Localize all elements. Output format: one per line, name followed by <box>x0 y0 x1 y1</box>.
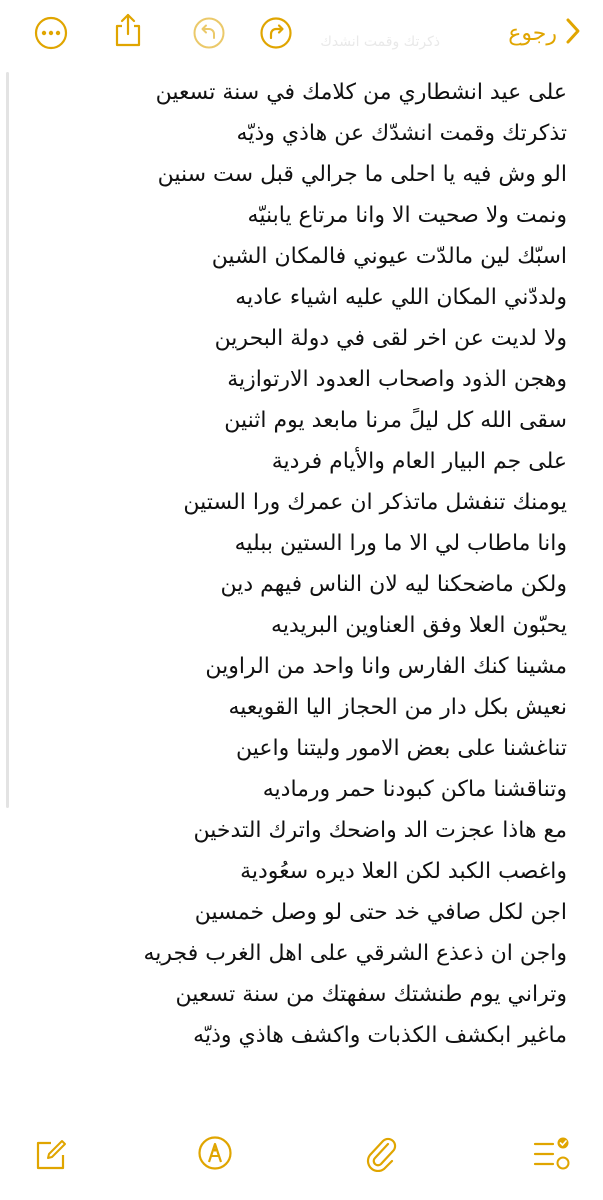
markup-icon[interactable] <box>197 1135 233 1171</box>
note-line: وهجن الذود واصحاب العدود الارتوازية <box>227 367 567 392</box>
note-line: يحبّون العلا وفق العناوين البريديه <box>271 613 567 638</box>
note-line: على جم البيار العام والأيام فردية <box>271 449 567 474</box>
note-body[interactable] <box>27 72 567 1056</box>
checklist-icon[interactable] <box>531 1134 571 1172</box>
note-line: واغصب الكبد لكن العلا ديره سعُودية <box>240 859 567 884</box>
note-line: وتراني يوم طنشتك سفهتك من سنة تسعين <box>175 982 567 1007</box>
more-icon[interactable] <box>33 15 69 51</box>
note-line: ماغير ابكشف الكذبات واكشف هاذي وذيّه <box>193 1023 567 1048</box>
note-line: واجن ان ذعذع الشرقي على اهل الغرب فجريه <box>143 941 567 966</box>
back-chevron-icon <box>565 17 581 49</box>
note-line: اجن لكل صافي خد حتى لو وصل خمسين <box>194 900 567 925</box>
bottom-toolbar <box>0 1128 603 1200</box>
note-line: تناغشنا على بعض الامور وليتنا واعين <box>236 736 567 761</box>
note-line: نعيش بكل دار من الحجاز اليا القويعيه <box>228 695 567 720</box>
note-line: مشينا كنك الفارس وانا واحد من الراوين <box>205 654 567 679</box>
note-line: وانا ماطاب لي الا ما ورا الستين ببليه <box>234 531 567 556</box>
note-line: تذكرتك وقمت انشدّك عن هاذي وذيّه <box>236 121 567 146</box>
note-line: ولكن ماضحكنا ليه لان الناس فيهم دين <box>220 572 567 597</box>
compose-icon[interactable] <box>34 1138 68 1172</box>
back-button[interactable] <box>508 16 581 50</box>
note-line: ولددّني المكان اللي عليه اشياء عاديه <box>235 285 567 310</box>
note-line: سقى الله كل ليلً مرنا مابعد يوم اثنين <box>224 408 567 433</box>
note-line: ونمت ولا صحيت الا وانا مرتاع يابنيّه <box>247 203 567 228</box>
back-label: رجوع <box>508 20 557 46</box>
top-toolbar <box>0 0 603 64</box>
faded-note-title: ذكرتك وقمت انشدك <box>320 34 440 50</box>
note-line: مع هاذا عجزت الد واضحك واترك التدخين <box>193 818 567 843</box>
undo-icon[interactable] <box>192 16 226 50</box>
note-line: على عيد انشطاري من كلامك في سنة تسعين <box>155 80 567 105</box>
note-line: يومنك تنفشل ماتذكر ان عمرك ورا الستين <box>183 490 567 515</box>
note-line: وتناقشنا ماكن كبودنا حمر ورماديه <box>262 777 567 802</box>
note-line: ولا لديت عن اخر لقى في دولة البحرين <box>214 326 567 351</box>
scroll-indicator[interactable] <box>6 72 9 808</box>
note-line: الو وش فيه يا احلى ما جرالي قبل ست سنين <box>157 162 567 187</box>
share-icon[interactable] <box>112 12 144 48</box>
attachment-icon[interactable] <box>364 1134 398 1172</box>
note-line: اسبّك لين مالدّت عيوني فالمكان الشين <box>211 244 567 269</box>
